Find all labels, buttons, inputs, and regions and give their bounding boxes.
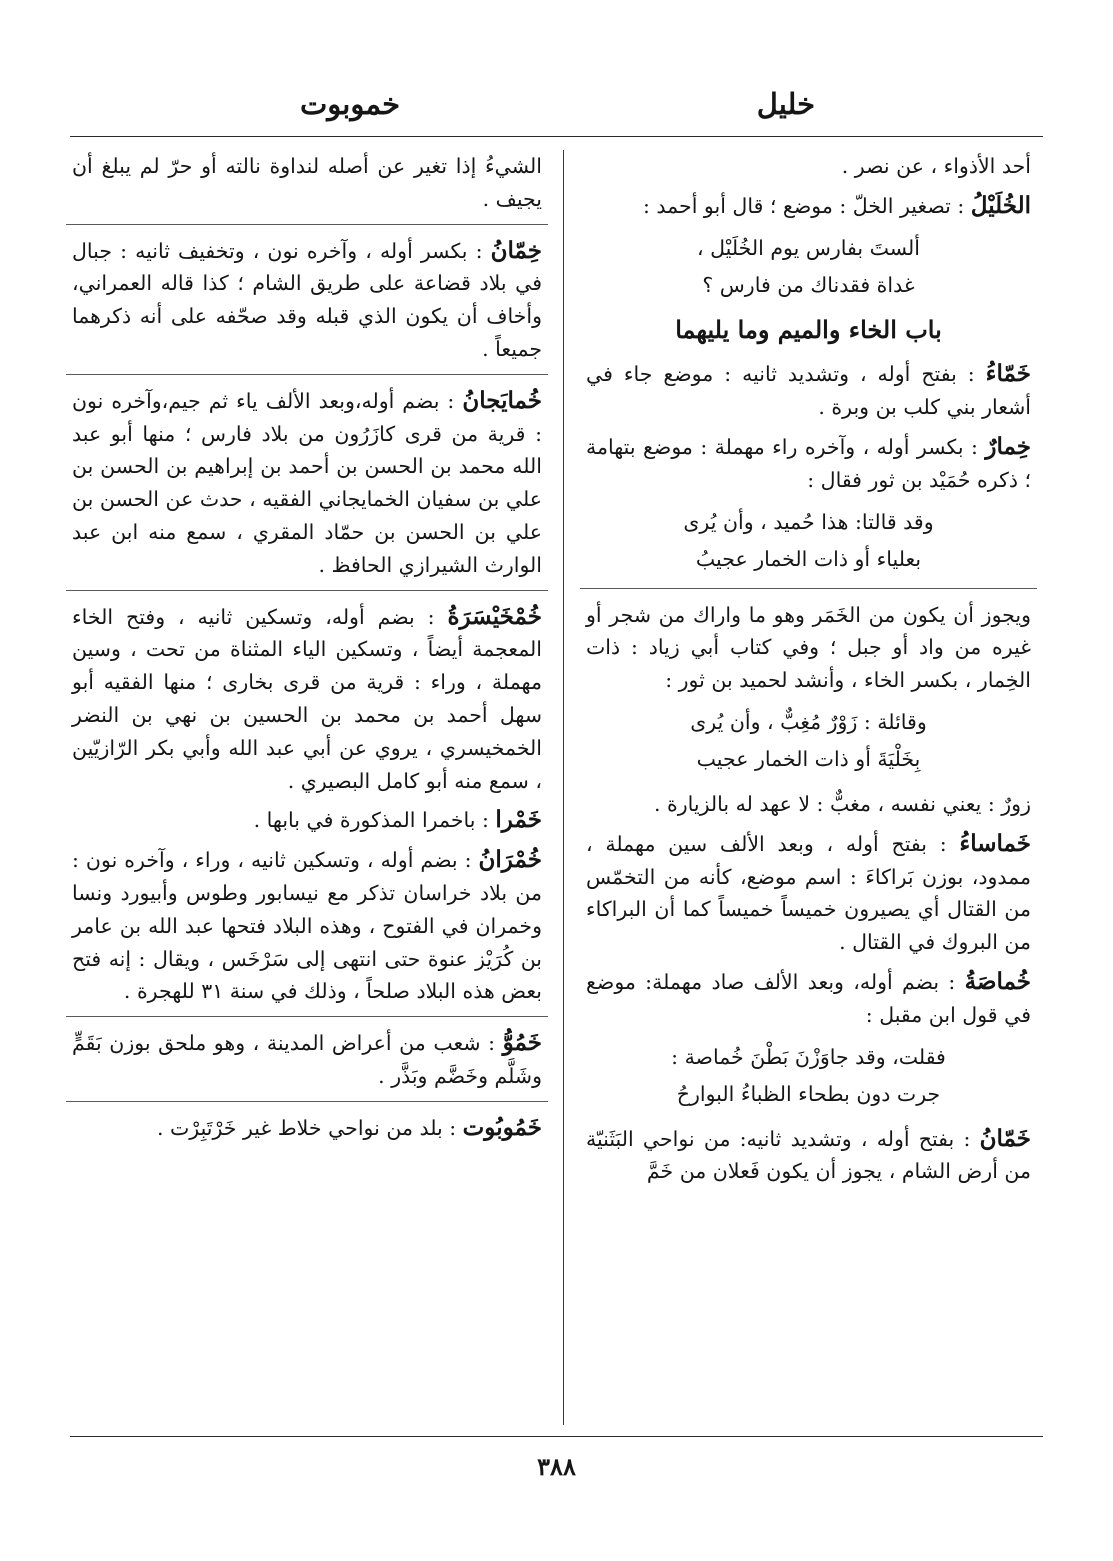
headword: خَماساءُ: [959, 829, 1031, 857]
headword: خُمْخَيْسَرَةُ: [447, 602, 542, 630]
entry-separator: [66, 1101, 548, 1102]
header-left-keyword: خموبوت: [300, 87, 401, 121]
header-rule: [70, 136, 1043, 137]
entry-text: : بلد من نواحي خلاط غير خَرْتَبِرْت .: [156, 1115, 463, 1140]
entry-khamubut: [72, 1112, 542, 1145]
entry-text: : تصغير الخلّ : موضع ؛ قال أبو أحمد :: [643, 193, 971, 218]
entry-text: : بضم أوله، وبعد الألف صاد مهملة: موضع في قول ابن مقبل :: [586, 969, 1031, 1027]
headword: خُماصَةُ: [964, 967, 1031, 995]
header-right-keyword: خليل: [756, 87, 815, 121]
entry-text: : بضم أوله، وتسكين ثانيه ، وفتح الخاء المعجمة أيضاً ، وتسكين الياء المثناة من تحت ، وسين مهملة ، وراء : قرية من قرى بخارى ؛ منها الفقيه أبو سهل أحمد بن محمد بن الحسين بن نهي بن النضر الخمخيسري ، يروي عن أبي عبد الله وأبي بكر الرّازيّين ، سمع منه أبو كامل البصيري .: [72, 604, 542, 793]
headword: خَمّاءُ: [985, 360, 1031, 388]
headword: خِمارٌ: [985, 432, 1031, 460]
entry-khamasa: [586, 828, 1031, 959]
verse-line: جرت دون بطحاء الظباءُ البوارحُ: [676, 1081, 941, 1106]
entry-khulayl: [586, 190, 1031, 223]
entry-separator: [580, 588, 1037, 589]
headword: خَمّانُ: [979, 1124, 1031, 1152]
column-divider: [563, 150, 564, 1425]
left-column: [72, 150, 542, 1152]
verse-line: وقائلة : زَوْرٌ مُغِبٌّ ، وأن يُرى: [690, 709, 927, 734]
entry-paragraph: ويجوز أن يكون من الخَمَر وهو ما واراك من شجر أو غيره من واد أو جبل ؛ وفي كتاب أبي زياد : ذات الخِمار ، بكسر الخاء ، وأنشد لحميد بن ثور :: [586, 602, 1031, 693]
entry-text: : بكسر أوله ، وآخره راء مهملة : موضع بتهامة ؛ ذكره حُمَيْد بن ثور فقال :: [586, 434, 1031, 492]
entry-text: : بضم أوله ، وتسكين ثانيه ، وراء ، وآخره نون : من بلاد خراسان تذكر مع نيسابور وطوس وأبيورد ونسا وخمران في الفتوح ، وهذه البلاد فتحها عبد الله بن عامر بن كُرَيْز عنوة حتى انتهى إلى سَرْخَس ، ويقال : إنه فتح بعض هذه البلاد صلحاً ، وذلك في سنة ٣١ للهجرة .: [72, 848, 542, 1004]
headword: خُمايَجانُ: [462, 386, 542, 414]
entry-text: : بفتح أوله ، وتشديد ثانيه: من نواحي البَثَنيّة من أرض الشام ، يجوز أن يكون فَعلان من خَمَّ: [586, 1126, 1031, 1184]
footer-rule: [70, 1436, 1043, 1437]
entry-khumran: [72, 844, 542, 1008]
verse-line: فقلت، وقد جاوَزْنَ بَطْنَ خُماصة :: [671, 1044, 946, 1069]
verse-line: بعلياء أو ذات الخمار عجيبُ: [695, 546, 922, 571]
entry-khamman: [586, 1123, 1031, 1189]
verse: [586, 504, 1031, 578]
headword: خَمُوبُوت: [462, 1113, 542, 1141]
headword: خُمْرَانُ: [478, 846, 542, 874]
entry-khumasa: [586, 966, 1031, 1032]
headword: خِمّانُ: [490, 236, 542, 264]
entry-text: : بفتح أوله ، وتشديد ثانيه : موضع جاء في أشعار بني كلب بن وبرة .: [586, 362, 1031, 420]
entry-separator: [66, 1016, 548, 1017]
entry-khamuww: [72, 1027, 542, 1093]
entry-khumayajan: [72, 385, 542, 582]
verse: [586, 1039, 1031, 1113]
right-column: [586, 150, 1031, 1195]
running-header: [75, 82, 1040, 126]
entry-khimman: [72, 235, 542, 366]
entry-separator: [66, 590, 548, 591]
verse-line: ألستَ بفارس يوم الخُلَيْل ،: [697, 235, 920, 260]
verse: [586, 704, 1031, 778]
entry-text: : بكسر أوله ، وآخره نون ، وتخفيف ثانيه : جبال في بلاد قضاعة على طريق الشام ؛ كذا قاله العمراني، وأخاف أن يكون الذي قبله وقد صحّفه على أنه ذكرهما جميعاً .: [72, 238, 542, 361]
entry-khamma: [586, 358, 1031, 424]
entry-separator: [66, 224, 548, 225]
page-number: ٣٨٨: [537, 1452, 576, 1481]
entry-khamra: [72, 804, 542, 837]
headword: خَمُوُّ: [502, 1029, 542, 1057]
entry-paragraph: زورٌ : يعني نفسه ، مغبٌّ : لا عهد له بالزيارة .: [653, 791, 1031, 816]
entry-continuation: أحد الأذواء ، عن نصر .: [841, 154, 1031, 178]
verse-line: وقد قالتا: هذا حُميد ، وأن يُرى: [683, 509, 934, 534]
headword: الخُلَيْلُ: [970, 191, 1031, 219]
verse-line: غداة فقدناك من فارس ؟: [702, 272, 915, 297]
entry-text: : بضم أوله،وبعد الألف ياء ثم جيم،وآخره نون : قرية من قرى كازَرُون من بلاد فارس ؛ منها أبو عبد الله محمد بن الحسن بن أحمد بن إبراهيم بن الحسن بن علي بن سفيان الخمايجاني الفقيه ، حدث عن الحسن بن علي بن الحسن بن حمّاد المقري ، سمع منه ابن عبد الوارث الشيرازي الحافظ .: [72, 388, 542, 577]
verse: [586, 230, 1031, 304]
verse-line: بِخَلْيَةَ أو ذات الخمار عجيب: [696, 746, 921, 771]
entry-text: : باخمرا المذكورة في بابها .: [253, 808, 496, 833]
section-heading: باب الخاء والميم وما يليهما: [675, 314, 942, 344]
entry-text: : شعب من أعراض المدينة ، وهو ملحق بوزن بَقَمٍّ وشَلَّم وخَضَّم وبَذَّر .: [72, 1031, 542, 1088]
entry-separator: [66, 374, 548, 375]
entry-text: : بفتح أوله ، وبعد الألف سين مهملة ، ممدود، بوزن بَراكاءَ : اسم موضع، كأنه من التخمّس من القتال أي يصيرون خميساً خميساً كما أن البراكاء من البروك في القتال .: [586, 831, 1031, 955]
entry-continuation: الشيءُ إذا تغير عن أصله لنداوة نالته أو حرّ لم يبلغ أن يجيف .: [72, 154, 542, 211]
entry-khumkhaysara: [72, 601, 542, 798]
entry-khimar: [586, 431, 1031, 497]
headword: خَمْرا: [495, 806, 542, 834]
